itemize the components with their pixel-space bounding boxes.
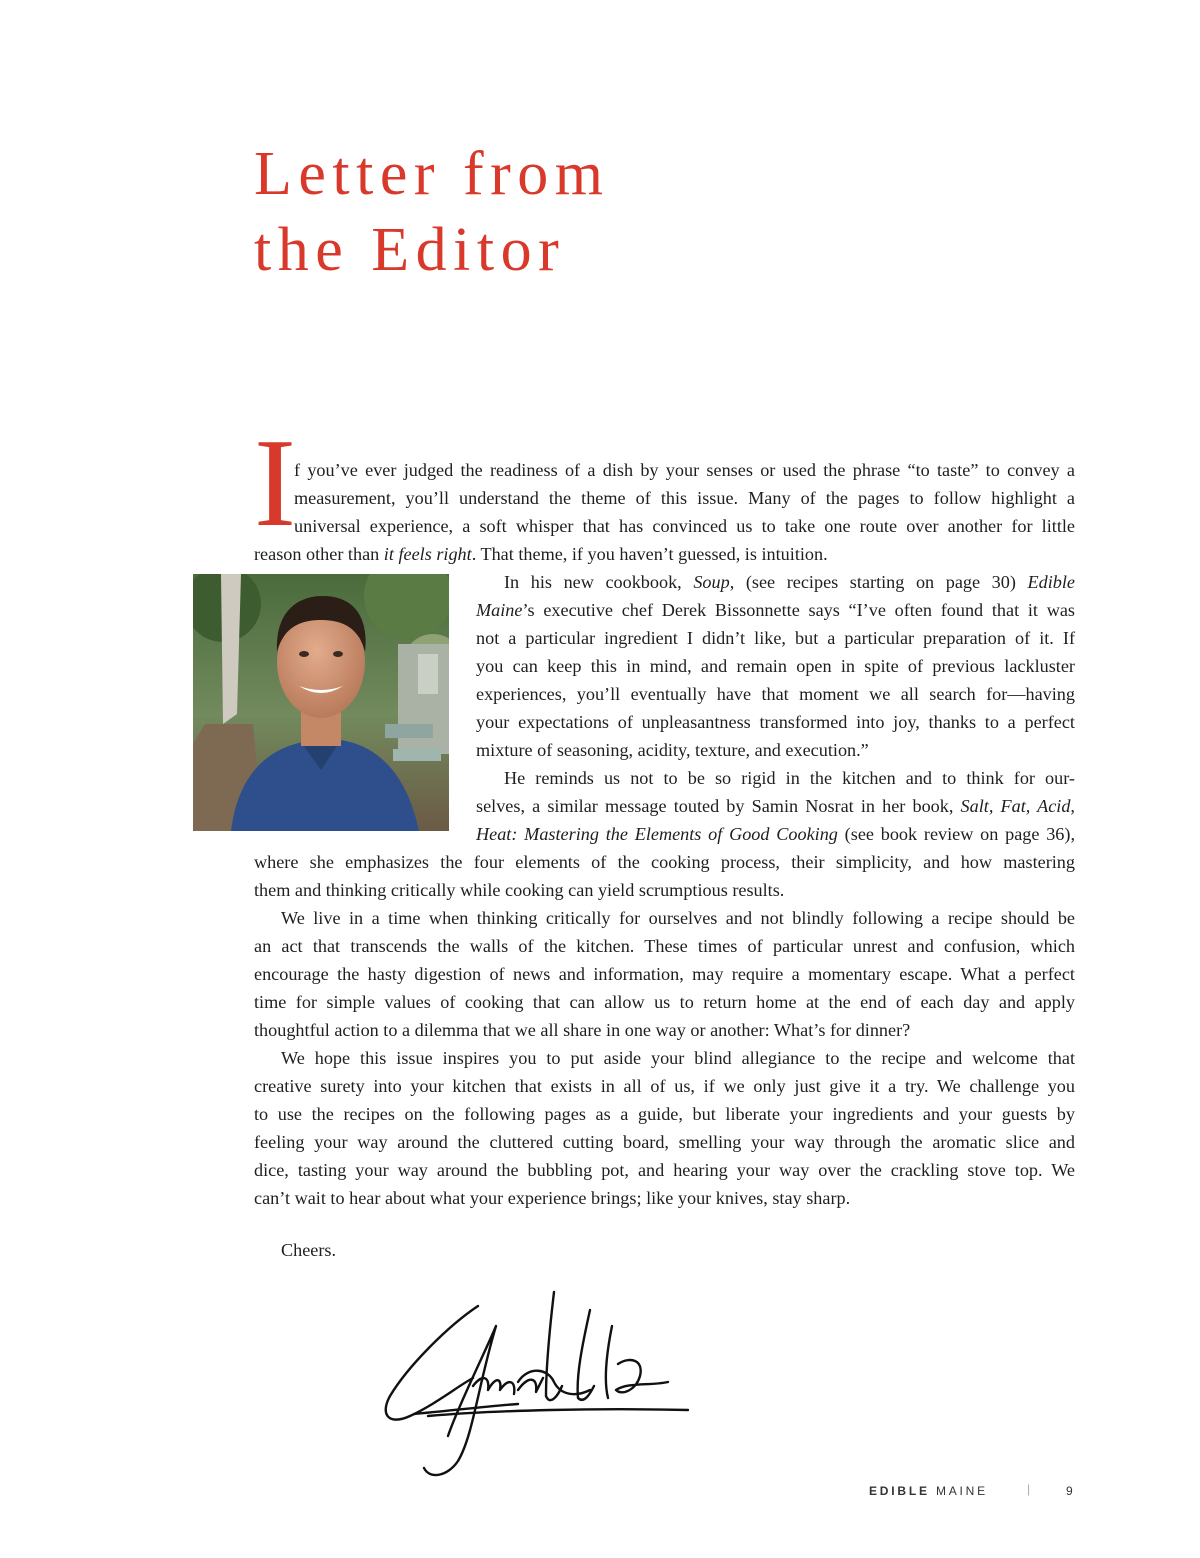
text-run: can’t wait to hear about what your experience brings; like your knives, stay sharp. bbox=[254, 1188, 851, 1208]
body-text-line bbox=[294, 512, 1075, 540]
text-run: f you’ve ever judged the readiness of a dish by your senses or used the phrase “to taste” to convey a bbox=[294, 460, 1075, 480]
text-run: creative surety into your kitchen that exists in all of us, if we only just give it a try. We challenge you bbox=[254, 1076, 1075, 1096]
page-number: 9 bbox=[1066, 1484, 1076, 1498]
text-run: to use the recipes on the following pages as a guide, but liberate your ingredients and your guests by bbox=[254, 1104, 1075, 1124]
text-run: . That theme, if you haven’t guessed, is intuition. bbox=[471, 544, 828, 564]
text-run: dice, tasting your way around the bubbling pot, and hearing your way over the crackling stove top. We bbox=[254, 1160, 1075, 1180]
text-run: mixture of seasoning, acidity, texture, and execution.” bbox=[476, 740, 869, 760]
italic-title-text: Edible bbox=[1027, 572, 1075, 592]
body-text-line bbox=[476, 624, 1075, 652]
text-run: universal experience, a soft whisper that has convinced us to take one route over another for little bbox=[294, 516, 1075, 536]
body-text-line bbox=[254, 1184, 901, 1212]
footer-publication: MAINE bbox=[935, 1484, 988, 1498]
text-run: We hope this issue inspires you to put aside your blind allegiance to the recipe and welcome that bbox=[281, 1048, 1075, 1068]
body-text-line bbox=[476, 820, 1075, 848]
text-run: In his new cookbook, bbox=[504, 572, 694, 592]
text-run: them and thinking critically while cooking can yield scrumptious results. bbox=[254, 880, 785, 900]
drop-cap: I bbox=[254, 414, 296, 553]
closing-cheers bbox=[281, 1236, 342, 1264]
text-run: reason other than bbox=[254, 544, 384, 564]
italic-title-text: Heat: Mastering the Elements of Good Cooking bbox=[476, 824, 838, 844]
text-run: He reminds us not to be so rigid in the kitchen and to think for our- bbox=[504, 768, 1075, 788]
body-text-line bbox=[294, 484, 1075, 512]
body-text-line bbox=[254, 932, 1075, 960]
body-text-line bbox=[476, 708, 1075, 736]
body-text-line bbox=[254, 988, 1075, 1016]
text-run: an act that transcends the walls of the kitchen. These times of particular unrest and confusion, which bbox=[254, 936, 1075, 956]
text-run: selves, a similar message touted by Samin Nosrat in her book, bbox=[476, 796, 961, 816]
body-text-line bbox=[281, 904, 1075, 932]
body-text-line bbox=[476, 596, 1075, 624]
body-text-line bbox=[476, 680, 1075, 708]
body-text-line bbox=[254, 1156, 1075, 1184]
editor-portrait-photo bbox=[193, 574, 449, 831]
text-run: (see book review on page 36), bbox=[837, 824, 1075, 844]
body-text-line bbox=[504, 568, 1075, 596]
body-text-line bbox=[254, 1016, 987, 1044]
text-run: measurement, you’ll understand the theme of this issue. Many of the pages to follow highlight a bbox=[294, 488, 1075, 508]
text-run: , (see recipes starting on page 30) bbox=[729, 572, 1028, 592]
title-line-1: Letter from bbox=[254, 140, 610, 208]
body-text-line bbox=[476, 652, 1075, 680]
body-text-line bbox=[294, 456, 1075, 484]
text-run: experiences, you’ll eventually have that moment we all search for—having bbox=[476, 684, 1075, 704]
title-line-2: the Editor bbox=[254, 216, 566, 284]
text-run: feeling your way around the cluttered cutting board, smelling your way through the aromatic slice and bbox=[254, 1132, 1075, 1152]
footer-brand: EDIBLE bbox=[869, 1484, 930, 1498]
body-text-line bbox=[281, 1044, 1075, 1072]
page-title bbox=[254, 136, 610, 288]
body-text-line bbox=[254, 1128, 1075, 1156]
text-run: ’s executive chef Derek Bissonnette says “I’ve often found that it was bbox=[522, 600, 1075, 620]
text-run: We live in a time when thinking critically for ourselves and not blindly following a recipe should be bbox=[281, 908, 1075, 928]
text-run: time for simple values of cooking that can allow us to return home at the end of each day and apply bbox=[254, 992, 1075, 1012]
text-run: your expectations of unpleasantness transformed into joy, thanks to a perfect bbox=[476, 712, 1075, 732]
footer-separator: | bbox=[1027, 1482, 1033, 1496]
page-footer bbox=[869, 1482, 1076, 1498]
italic-title-text: Maine bbox=[476, 600, 523, 620]
body-text-line bbox=[254, 960, 1075, 988]
body-text-line bbox=[254, 848, 1075, 876]
body-text-line bbox=[254, 540, 875, 568]
text-run: where she emphasizes the four elements of the cooking process, their simplicity, and how mastering bbox=[254, 852, 1075, 872]
editor-signature bbox=[378, 1286, 698, 1486]
italic-title-text: Soup bbox=[693, 572, 730, 592]
body-text-line bbox=[254, 876, 838, 904]
text-run: encourage the hasty digestion of news and information, may require a momentary escape. What a perfect bbox=[254, 964, 1075, 984]
text-run: Cheers. bbox=[281, 1240, 337, 1260]
text-run: you can keep this in mind, and remain open in spite of previous lackluster bbox=[476, 656, 1075, 676]
body-text-line bbox=[504, 764, 1075, 792]
body-text-line bbox=[476, 736, 915, 764]
italic-title-text: it feels right bbox=[383, 544, 472, 564]
text-run: thoughtful action to a dilemma that we all share in one way or another: What’s for dinner? bbox=[254, 1020, 911, 1040]
body-text-line bbox=[476, 792, 1075, 820]
body-text-line bbox=[254, 1100, 1075, 1128]
text-run: not a particular ingredient I didn’t like, but a particular preparation of it. If bbox=[476, 628, 1075, 648]
italic-title-text: Salt, Fat, Acid, bbox=[960, 796, 1075, 816]
body-text-line bbox=[254, 1072, 1075, 1100]
